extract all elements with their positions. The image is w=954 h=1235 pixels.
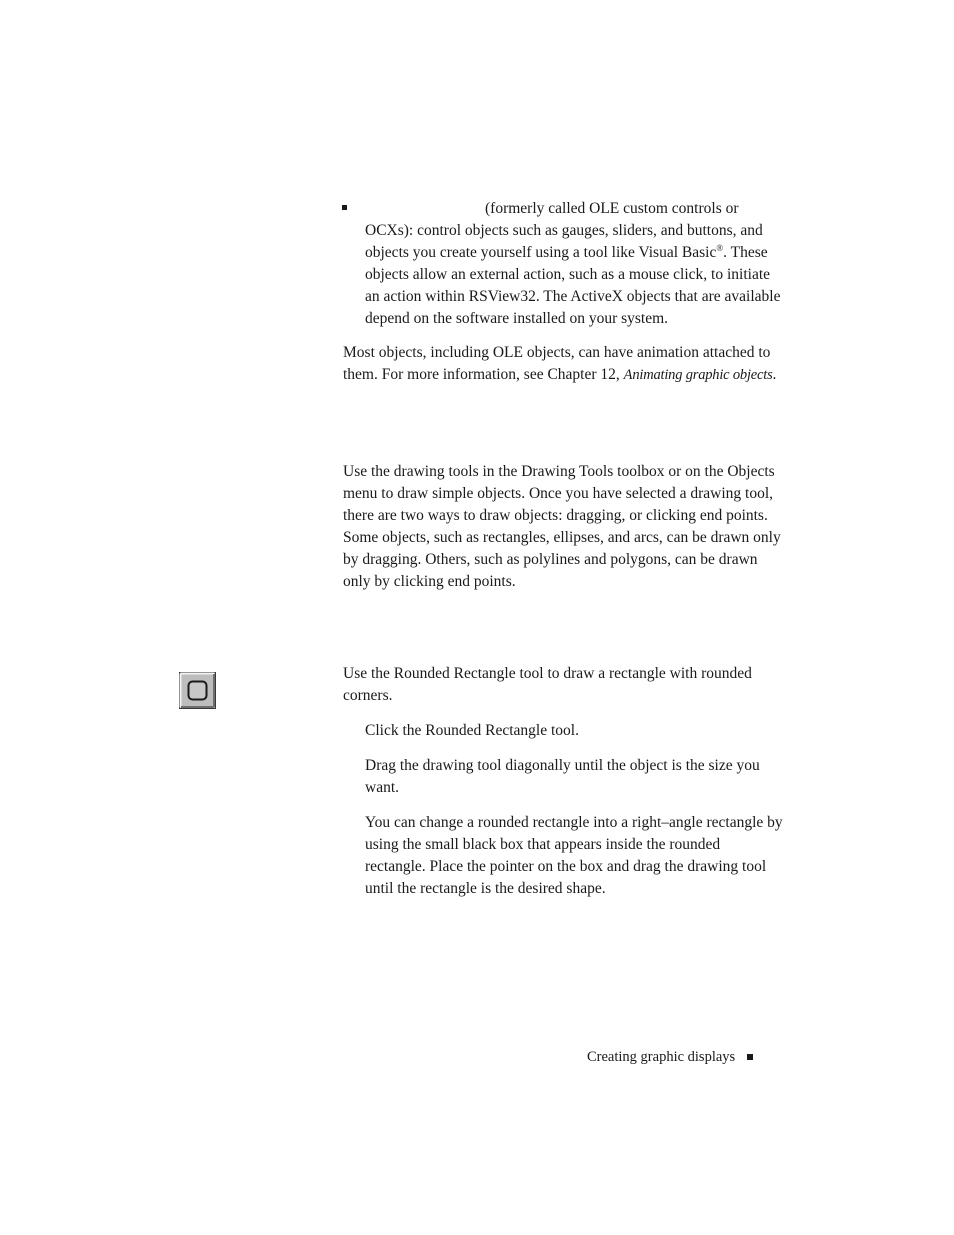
activex-line-1: (formerly called OLE custom controls or	[485, 200, 739, 217]
animation-line-1: Most objects, including OLE objects, can have animation attached to	[343, 344, 771, 361]
activex-line-3	[365, 242, 808, 264]
drawing-line-1: Use the drawing tools in the Drawing Tools toolbox or on the Objects	[343, 463, 775, 480]
activex-bullet-item	[365, 198, 808, 330]
tip-line-3: rectangle. Place the pointer on the box and drag the drawing tool	[365, 858, 767, 875]
animation-line-2-suffix: .	[772, 366, 777, 383]
step-2-line-2: want.	[365, 779, 400, 796]
drawing-line-6: only by clicking end points.	[343, 573, 516, 590]
tip-line-4: until the rectangle is the desired shape.	[365, 880, 606, 897]
page-footer: Creating graphic displays	[587, 1049, 736, 1065]
step-2	[365, 755, 808, 799]
intro-line-2: corners.	[343, 687, 393, 704]
step-1-text: Click the Rounded Rectangle tool.	[365, 722, 579, 739]
activex-line-3-tail: . These	[723, 244, 768, 261]
bullet-marker	[342, 205, 347, 210]
activex-line-4: objects allow an external action, such as a mouse click, to initiate	[365, 266, 771, 283]
rounded-rectangle-tool-icon	[179, 672, 216, 709]
drawing-line-2: menu to draw simple objects. Once you have selected a drawing tool,	[343, 485, 773, 502]
activex-line-2: OCXs): control objects such as gauges, sliders, and buttons, and	[365, 222, 763, 239]
chapter-reference-link[interactable]: Animating graphic objects	[623, 367, 773, 383]
drawing-line-3: there are two ways to draw objects: dragging, or clicking end points.	[343, 507, 768, 524]
animation-line-2	[343, 364, 808, 386]
rounded-rectangle-intro	[343, 663, 808, 707]
registered-mark: ®	[716, 243, 724, 253]
intro-line-1: Use the Rounded Rectangle tool to draw a rectangle with rounded	[343, 665, 752, 682]
step-1	[365, 720, 808, 742]
animation-paragraph	[343, 342, 808, 386]
drawing-line-4: Some objects, such as rectangles, ellipses, and arcs, can be drawn only	[343, 529, 781, 546]
drawing-line-5: by dragging. Others, such as polylines and polygons, can be drawn	[343, 551, 758, 568]
activex-line-6: depend on the software installed on your system.	[365, 310, 669, 327]
footer-square-marker	[747, 1054, 753, 1060]
activex-line-5: an action within RSView32. The ActiveX objects that are available	[365, 288, 781, 305]
tip-paragraph	[365, 812, 808, 900]
tip-line-2: using the small black box that appears inside the rounded	[365, 836, 721, 853]
drawing-tools-paragraph	[343, 461, 808, 593]
tip-line-1: You can change a rounded rectangle into a right–angle rectangle by	[365, 814, 783, 831]
step-2-line-1: Drag the drawing tool diagonally until the object is the size you	[365, 757, 760, 774]
animation-line-2-prefix: them. For more information, see Chapter 12,	[343, 366, 624, 383]
activex-line-3-text: objects you create yourself using a tool like Visual Basic	[365, 244, 717, 261]
